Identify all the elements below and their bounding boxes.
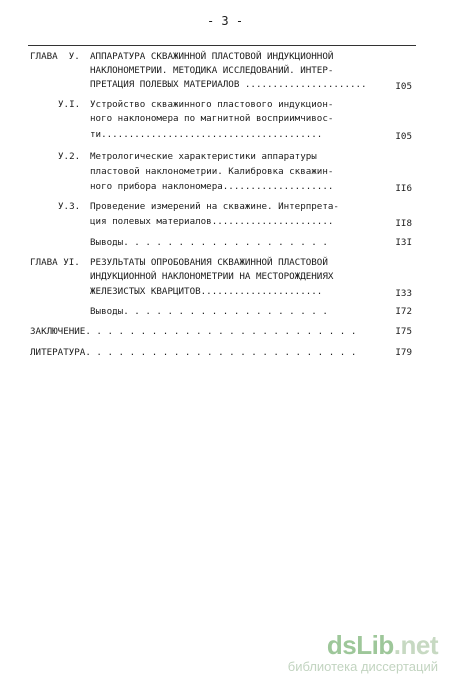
watermark-brand: dsLib	[326, 630, 394, 660]
toc-line: ПРЕТАЦИЯ ПОЛЕВЫХ МАТЕРИАЛОВ ......................	[90, 79, 367, 90]
toc-line: ного наклономера по магнитной восприимчивос-	[90, 113, 334, 124]
page-ref: I05	[395, 131, 412, 142]
page-ref: I3I	[395, 237, 412, 248]
toc-line: РЕЗУЛЬТАТЫ ОПРОБОВАНИЯ СКВАЖИННОЙ ПЛАСТОВОЙ	[90, 257, 328, 268]
page-ref: II6	[395, 183, 412, 194]
toc-line: Метрологические характеристики аппаратуры	[90, 151, 317, 162]
toc-line: пластовой наклонометрии. Калибровка скважин-	[90, 166, 334, 177]
section-label: У.I.	[58, 99, 81, 110]
section-label: У.2.	[58, 151, 81, 162]
literature-label: ЛИТЕРАТУРА. . . . . . . . . . . . . . . . . . . . . . . . .	[30, 347, 357, 358]
watermark-domain: .net	[393, 630, 438, 660]
toc-line: ИНДУКЦИОННОЙ НАКЛОНОМЕТРИИ НА МЕСТОРОЖДЕНИЯХ	[90, 271, 334, 282]
page-ref: I33	[395, 288, 412, 299]
toc-line: ного прибора наклономера....................	[90, 181, 334, 192]
watermark	[288, 631, 438, 674]
toc-line: ция полевых материалов......................	[90, 216, 334, 227]
page-ref: I05	[395, 81, 412, 92]
page-number: - 3 -	[206, 14, 244, 28]
watermark-subtitle: библиотека диссертаций	[287, 659, 438, 674]
top-rule	[28, 45, 416, 46]
watermark-logo	[288, 631, 438, 659]
toc-line: АППАРАТУРА СКВАЖИННОЙ ПЛАСТОВОЙ ИНДУКЦИОННОЙ	[90, 51, 334, 62]
page-ref: I79	[395, 347, 412, 358]
toc-line: НАКЛОНОМЕТРИИ. МЕТОДИКА ИССЛЕДОВАНИЙ. ИНТЕР-	[90, 65, 334, 76]
page-ref: I72	[395, 306, 412, 317]
toc-line: Устройство скважинного пластового индукцион-	[90, 99, 334, 110]
chapter-label: ГЛАВА УI.	[30, 257, 80, 268]
section-label: У.3.	[58, 201, 81, 212]
toc-line: ЖЕЛЕЗИСТЫХ КВАРЦИТОВ......................	[90, 286, 323, 297]
toc-line: ти........................................	[90, 129, 323, 140]
toc-line: Выводы. . . . . . . . . . . . . . . . . . .	[90, 237, 328, 248]
conclusion-label: ЗАКЛЮЧЕНИЕ. . . . . . . . . . . . . . . . . . . . . . . . .	[30, 326, 357, 337]
toc-line: Выводы. . . . . . . . . . . . . . . . . . .	[90, 306, 328, 317]
page-ref: I75	[395, 326, 412, 337]
page-ref: II8	[395, 218, 412, 229]
chapter-label: ГЛАВА У.	[30, 51, 80, 62]
toc-line: Проведение измерений на скважине. Интерпрета-	[90, 201, 339, 212]
